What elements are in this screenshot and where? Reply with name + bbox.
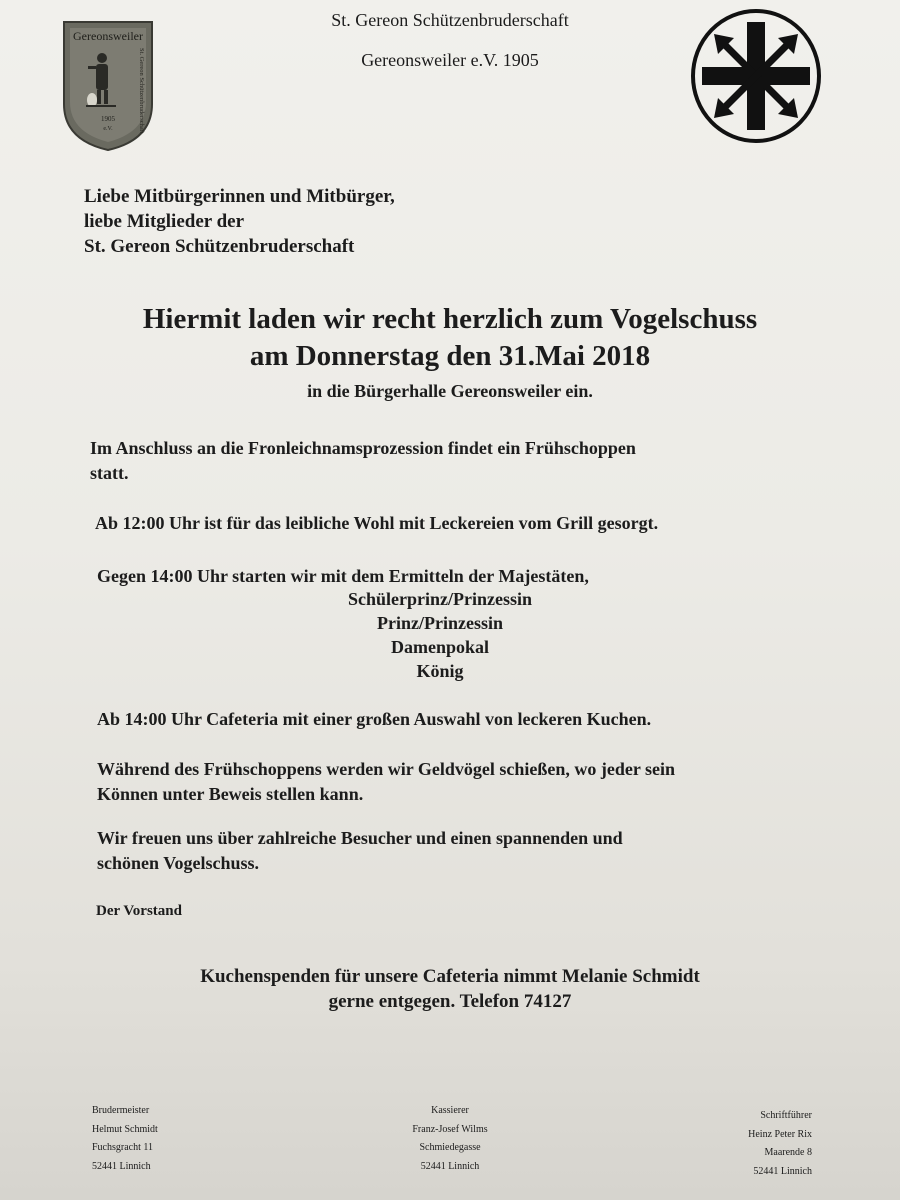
footer-street: Maarende 8 [764,1147,812,1158]
event-date: am Donnerstag den 31.Mai 2018 [249,340,651,372]
footer-city: 52441 Linnich [753,1165,812,1177]
footer-schriftfuehrer [720,1107,812,1181]
paragraph-line: schönen Vogelschuss. [97,853,260,873]
paragraph-closing [97,826,623,876]
list-item: Schülerprinz/Prinzessin [348,589,532,609]
greeting-block [84,184,395,259]
org-location: Gereonsweiler e.V. 1905 [361,50,539,70]
crest-ev-text: e.V. [103,126,113,132]
donation-contact: gerne entgegen. Telefon 74127 [328,991,572,1012]
crossed-arrows-emblem [690,8,822,144]
crest-name-text: Gereonsweiler [73,29,143,43]
greeting-line: Liebe Mitbürgerinnen und Mitbürger, [84,186,395,207]
footer-brudermeister [92,1102,158,1176]
footer-role: Kassierer [431,1105,469,1116]
org-name: St. Gereon Schützenbruderschaft [331,10,569,30]
event-location: in die Bürgerhalle Gereonsweiler ein. [307,381,593,401]
list-item: Damenpokal [390,637,489,657]
paragraph-line: Wir freuen uns über zahlreiche Besucher und einen spannenden und [97,828,623,848]
invitation-headline: Hiermit laden wir recht herzlich zum Vogelschuss [142,303,758,335]
shield-crest-icon [62,18,154,152]
paragraph-cafeteria: Ab 14:00 Uhr Cafeteria mit einer großen Auswahl von leckeren Kuchen. [97,709,652,729]
greeting-line: liebe Mitglieder der [84,211,245,232]
majesty-titles-list [250,587,630,683]
footer-city: 52441 Linnich [92,1160,151,1172]
crossed-arrows-emblem-icon [690,8,822,144]
footer-city: 52441 Linnich [420,1160,480,1172]
footer-name: Heinz Peter Rix [748,1128,812,1140]
paragraph-line: Können unter Beweis stellen kann. [97,784,364,804]
footer-name: Helmut Schmidt [92,1123,158,1135]
paragraph-line: Während des Frühschoppens werden wir Geldvögel schießen, wo jeder sein [97,759,676,779]
list-item: König [416,661,464,681]
paragraph-geldvoegel [97,757,675,807]
paragraph-grill: Ab 12:00 Uhr ist für das leibliche Wohl mit Leckereien vom Grill gesorgt. [95,513,659,533]
greeting-line: St. Gereon Schützenbruderschaft [84,236,355,257]
footer-role: Schriftführer [760,1110,812,1121]
paragraph-fruehschoppen [90,436,636,486]
paragraph-line: Im Anschluss an die Fronleichnamsprozession findet ein Frühschoppen [90,438,636,458]
crest-side-text: St. Gereon Schützenbruderschaft [138,48,145,134]
list-item: Prinz/Prinzessin [377,613,503,633]
crest-year-text: 1905 [101,115,115,123]
donation-note: Kuchenspenden für unsere Cafeteria nimmt Melanie Schmidt [200,966,700,987]
club-crest-logo [62,18,154,152]
footer-role: Brudermeister [92,1105,150,1116]
footer-street: Schmiedegasse [419,1142,481,1153]
footer-kassierer [400,1102,500,1176]
paragraph-majestaeten: Gegen 14:00 Uhr starten wir mit dem Ermitteln der Majestäten, [97,566,589,586]
signature: Der Vorstand [96,903,182,919]
footer-street: Fuchsgracht 11 [92,1142,154,1153]
footer-name: Franz-Josef Wilms [412,1123,488,1135]
paragraph-line: statt. [90,463,129,483]
